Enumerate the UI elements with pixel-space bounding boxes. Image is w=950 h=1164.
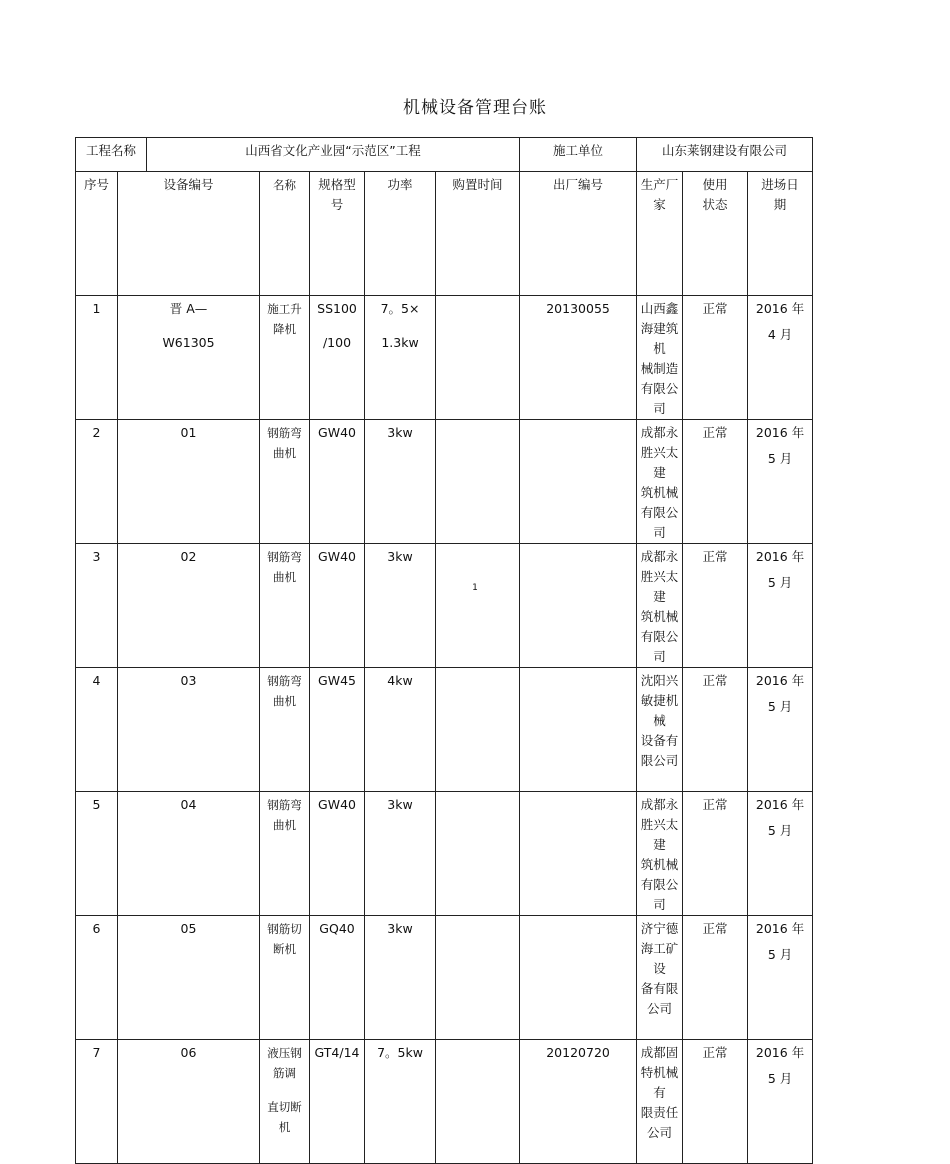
cell-name: 钢筋切断机: [260, 916, 310, 1040]
cell-power: 3kw: [365, 916, 436, 1040]
cell-model: GT4/14: [310, 1040, 365, 1164]
cell-model: GW40: [310, 420, 365, 544]
cell-maker: 济宁德海工矿设 备有限公司: [637, 916, 683, 1040]
cell-purchase: [436, 792, 520, 916]
cell-purchase: [436, 296, 520, 420]
construction-unit-label: 施工单位: [520, 138, 637, 172]
cell-status: 正常: [683, 792, 748, 916]
cell-seq: 1: [76, 296, 118, 420]
header-purchase: 购置时间: [436, 172, 520, 296]
cell-code: 晋 A— W61305: [118, 296, 260, 420]
construction-unit-value: 山东莱钢建设有限公司: [637, 138, 813, 172]
cell-seq: 7: [76, 1040, 118, 1164]
cell-status: 正常: [683, 668, 748, 792]
cell-serial: 20130055: [520, 296, 637, 420]
cell-purchase: [436, 420, 520, 544]
cell-maker: 山西鑫海建筑机 械制造有限公司: [637, 296, 683, 420]
document-title: 机械设备管理台账: [403, 98, 547, 118]
cell-name: 钢筋弯曲机: [260, 544, 310, 668]
project-name-label: 工程名称: [76, 138, 147, 172]
cell-code: 03: [118, 668, 260, 792]
cell-model: GW40: [310, 792, 365, 916]
cell-power: 3kw: [365, 792, 436, 916]
cell-serial: [520, 544, 637, 668]
cell-status: 正常: [683, 916, 748, 1040]
header-entry: 进场日 期: [748, 172, 813, 296]
cell-maker: 成都永胜兴太建 筑机械有限公司: [637, 544, 683, 668]
cell-maker: 沈阳兴敏捷机械 设备有限公司: [637, 668, 683, 792]
cell-serial: 20120720: [520, 1040, 637, 1164]
equipment-ledger-table: [75, 137, 813, 1164]
cell-maker: 成都永胜兴太建 筑机械有限公司: [637, 420, 683, 544]
cell-code: 01: [118, 420, 260, 544]
cell-purchase: [436, 916, 520, 1040]
cell-code: 02: [118, 544, 260, 668]
cell-entry: 2016 年 5 月: [748, 420, 813, 544]
cell-model: GQ40: [310, 916, 365, 1040]
cell-purchase: [436, 668, 520, 792]
cell-power: 7。5× 1.3kw: [365, 296, 436, 420]
header-status: 使用 状态: [683, 172, 748, 296]
header-row: [76, 172, 813, 296]
header-code: 设备编号: [118, 172, 260, 296]
cell-model: SS100 /100: [310, 296, 365, 420]
project-row: [76, 138, 813, 172]
header-model: 规格型 号: [310, 172, 365, 296]
table-row: [76, 544, 813, 668]
project-name-value: 山西省文化产业园“示范区”工程: [147, 138, 520, 172]
cell-seq: 5: [76, 792, 118, 916]
table-row: [76, 420, 813, 544]
cell-seq: 4: [76, 668, 118, 792]
cell-entry: 2016 年 5 月: [748, 792, 813, 916]
cell-entry: 2016 年 5 月: [748, 1040, 813, 1164]
cell-serial: [520, 420, 637, 544]
cell-seq: 3: [76, 544, 118, 668]
cell-status: 正常: [683, 420, 748, 544]
table-row: [76, 1040, 813, 1164]
cell-entry: 2016 年 4 月: [748, 296, 813, 420]
cell-purchase: [436, 544, 520, 668]
cell-name: 钢筋弯曲机: [260, 420, 310, 544]
cell-code: 04: [118, 792, 260, 916]
cell-seq: 6: [76, 916, 118, 1040]
header-maker: 生产厂家: [637, 172, 683, 296]
cell-power: 4kw: [365, 668, 436, 792]
cell-model: GW45: [310, 668, 365, 792]
cell-entry: 2016 年 5 月: [748, 668, 813, 792]
cell-serial: [520, 668, 637, 792]
cell-status: 正常: [683, 1040, 748, 1164]
cell-entry: 2016 年 5 月: [748, 916, 813, 1040]
cell-name: 钢筋弯曲机: [260, 668, 310, 792]
cell-maker: 成都固特机械有 限责任公司: [637, 1040, 683, 1164]
page-number: 1: [472, 583, 478, 593]
cell-power: 3kw: [365, 544, 436, 668]
cell-model: GW40: [310, 544, 365, 668]
cell-status: 正常: [683, 544, 748, 668]
cell-entry: 2016 年 5 月: [748, 544, 813, 668]
cell-power: 7。5kw: [365, 1040, 436, 1164]
cell-serial: [520, 792, 637, 916]
cell-maker: 成都永胜兴太建 筑机械有限公司: [637, 792, 683, 916]
header-name: 名称: [260, 172, 310, 296]
cell-code: 06: [118, 1040, 260, 1164]
table-row: [76, 792, 813, 916]
cell-seq: 2: [76, 420, 118, 544]
cell-name: 施工升降机: [260, 296, 310, 420]
cell-power: 3kw: [365, 420, 436, 544]
table-row: [76, 668, 813, 792]
table-row: [76, 916, 813, 1040]
cell-name: 钢筋弯曲机: [260, 792, 310, 916]
cell-status: 正常: [683, 296, 748, 420]
cell-serial: [520, 916, 637, 1040]
header-power: 功率: [365, 172, 436, 296]
table-row: [76, 296, 813, 420]
cell-code: 05: [118, 916, 260, 1040]
cell-name: 液压钢筋调 直切断机: [260, 1040, 310, 1164]
header-seq: 序号: [76, 172, 118, 296]
cell-purchase: [436, 1040, 520, 1164]
header-serial: 出厂编号: [520, 172, 637, 296]
